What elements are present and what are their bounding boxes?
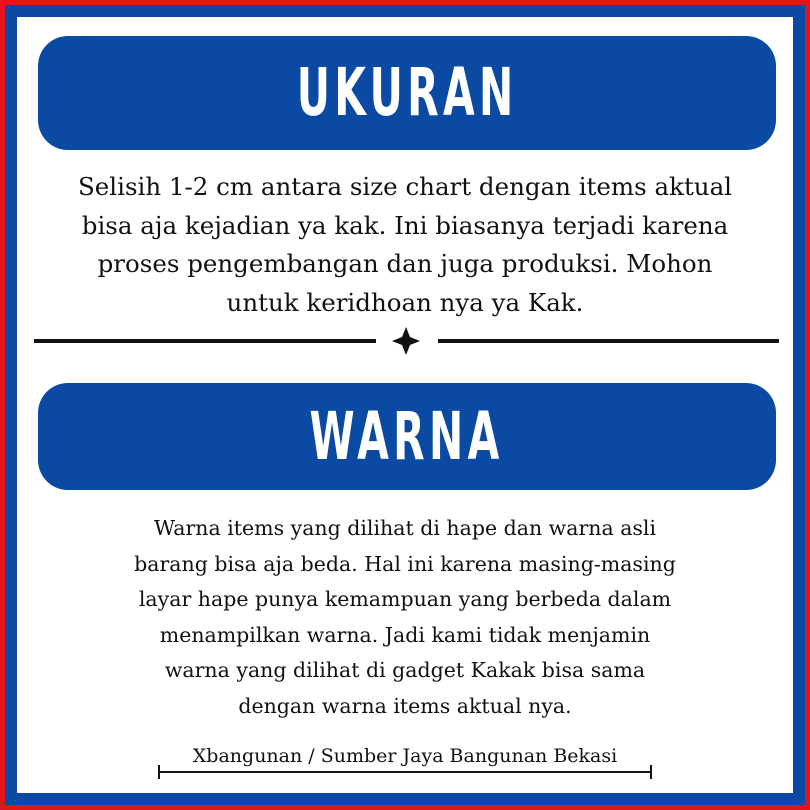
ukuran-line-2: bisa aja kejadian ya kak. Ini biasanya terjadi karena [81,210,729,240]
footer-underline-cap-left [158,765,160,779]
ukuran-banner [38,36,776,150]
divider-right-line [438,339,779,343]
divider-left-line [34,339,376,343]
warna-title: WARNA [309,397,505,475]
footer-store-name: Xbangunan / Sumber Jaya Bangunan Bekasi [192,745,618,767]
ukuran-line-4: untuk keridhoan nya ya Kak. [226,287,584,317]
ukuran-line-1: Selisih 1-2 cm antara size chart dengan items aktual [77,172,733,201]
warna-line-1: Warna items yang dilihat di hape dan warna asli [153,516,657,540]
warna-description [105,511,705,724]
ukuran-description [50,168,760,322]
ukuran-line-3: proses pengembangan dan juga produksi. Mohon [97,249,713,278]
warna-line-2: barang bisa aja beda. Hal ini karena masing-masing [134,551,676,576]
warna-line-4: menampilkan warna. Jadi kami tidak menjamin [159,622,651,647]
footer-underline [158,771,652,773]
warna-line-3: layar hape punya kemampuan yang berbeda dalam [138,587,672,611]
four-point-star-icon [391,326,421,356]
footer-underline-cap-right [650,765,652,779]
warna-banner [38,383,776,490]
ukuran-title: UKURAN [296,54,518,131]
warna-line-5: warna yang dilihat di gadget Kakak bisa sama [164,658,646,682]
warna-line-6: dengan warna items aktual nya. [238,693,572,718]
